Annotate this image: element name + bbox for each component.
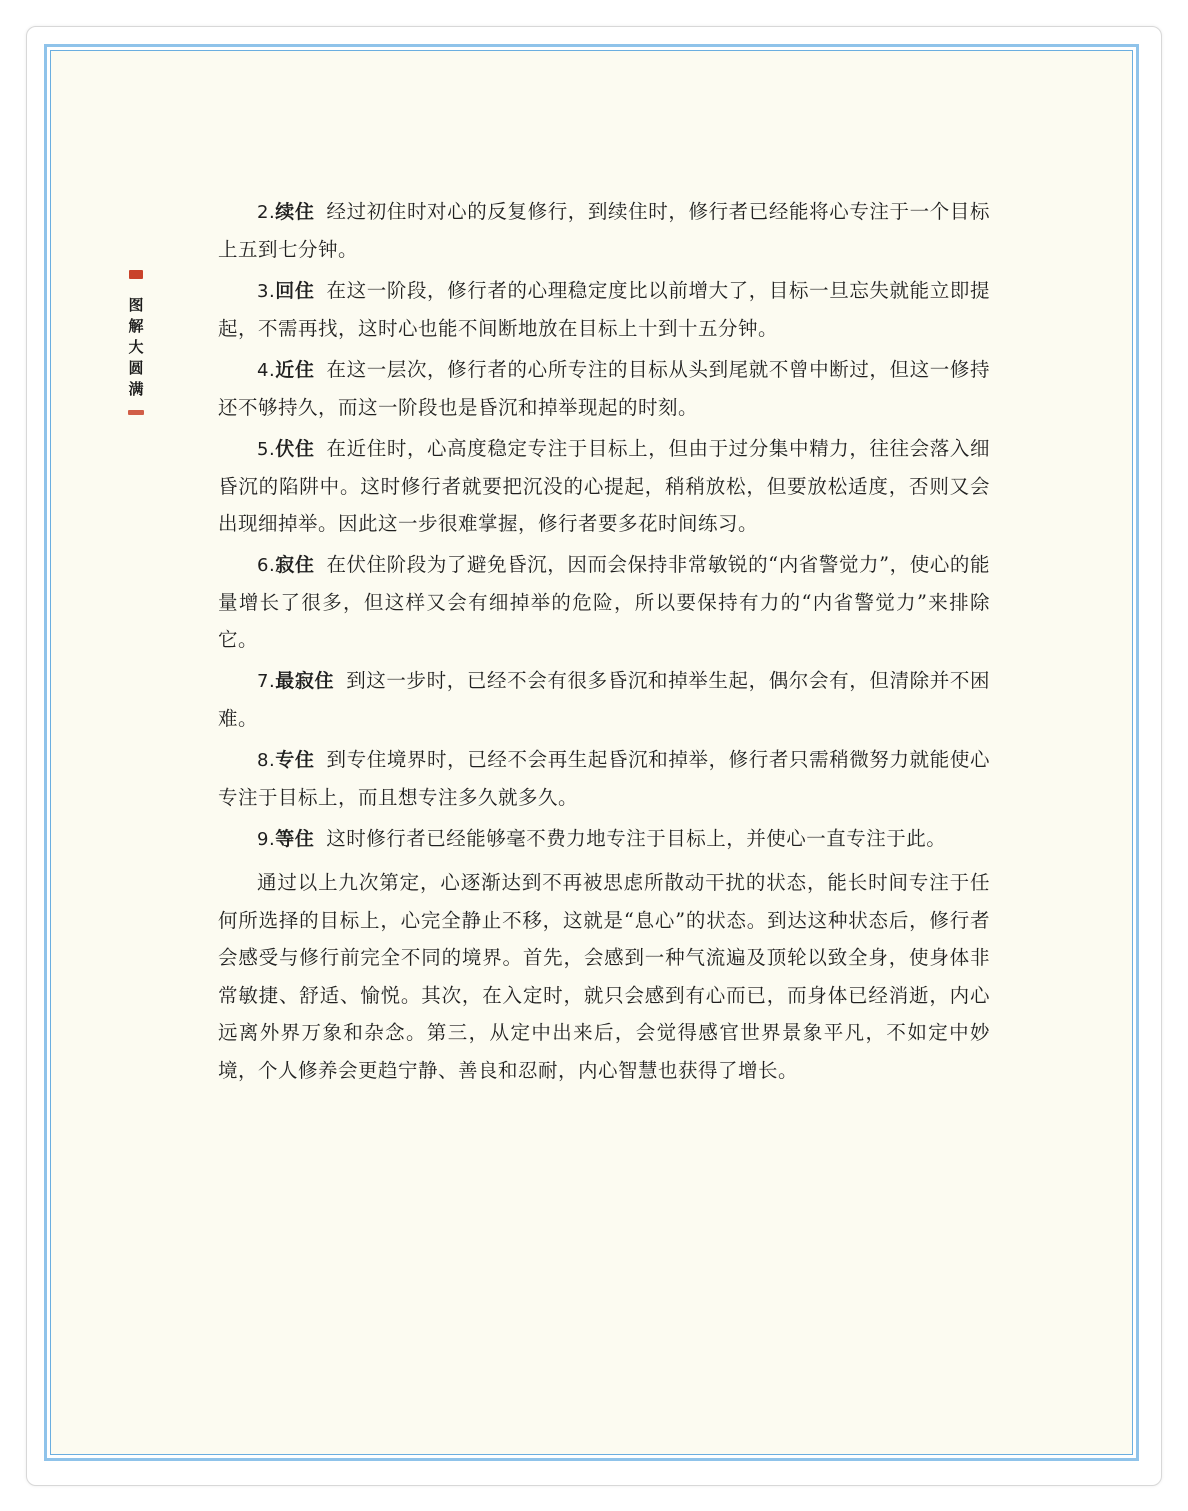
side-label-char: 满 bbox=[128, 380, 144, 398]
section-paragraph bbox=[218, 272, 990, 347]
side-label-char: 大 bbox=[128, 338, 144, 356]
section-term: 专住 bbox=[275, 749, 315, 771]
section-number: 2. bbox=[257, 202, 276, 223]
section-term: 寂住 bbox=[275, 554, 315, 576]
section-text: 这时修行者已经能够毫不费力地专注于目标上，并使心一直专注于此。 bbox=[326, 827, 947, 850]
section-number: 8. bbox=[257, 750, 276, 771]
section-text: 经过初住时对心的反复修行，到续住时，修行者已经能将心专注于一个目标上五到七分钟。 bbox=[218, 200, 990, 261]
section-paragraph bbox=[218, 546, 990, 658]
section-number: 7. bbox=[257, 671, 276, 692]
section-term: 近住 bbox=[275, 359, 315, 381]
body-text bbox=[218, 193, 990, 1093]
section-term: 伏住 bbox=[275, 438, 315, 460]
section-paragraph bbox=[218, 741, 990, 816]
section-term: 最寂住 bbox=[275, 670, 335, 692]
section-paragraph bbox=[218, 820, 990, 858]
section-paragraph bbox=[218, 351, 990, 426]
section-text: 在伏住阶段为了避免昏沉，因而会保持非常敏锐的“内省警觉力”，使心的能量增长了很多，但这样又会有细掉举的危险，所以要保持有力的“内省警觉力”来排除它。 bbox=[218, 553, 990, 651]
section-text: 到专住境界时，已经不会再生起昏沉和掉举，修行者只需稍微努力就能使心专注于目标上，而且想专注多久就多久。 bbox=[218, 748, 990, 809]
section-term: 回住 bbox=[275, 280, 315, 302]
section-text: 到这一步时，已经不会有很多昏沉和掉举生起，偶尔会有，但清除并不困难。 bbox=[218, 669, 990, 730]
section-text: 在近住时，心高度稳定专注于目标上，但由于过分集中精力，往往会落入细昏沉的陷阱中。这时修行者就要把沉没的心提起，稍稍放松，但要放松适度，否则又会出现细掉举。因此这一步很难掌握，修行者要多花时间练习。 bbox=[218, 437, 990, 535]
section-paragraph bbox=[218, 430, 990, 542]
side-label-char: 解 bbox=[128, 317, 144, 335]
section-text: 在这一层次，修行者的心所专注的目标从头到尾就不曾中断过，但这一修持还不够持久，而这一阶段也是昏沉和掉举现起的时刻。 bbox=[218, 358, 990, 419]
summary-paragraph: 通过以上九次第定，心逐渐达到不再被思虑所散动干扰的状态，能长时间专注于任何所选择的目标上，心完全静止不移，这就是“息心”的状态。到达这种状态后，修行者会感受与修行前完全不同的境界。首先，会感到一种气流遍及顶轮以致全身，使身体非常敏捷、舒适、愉悦。其次，在入定时，就只会感到有心而已，而身体已经消逝，内心远离外界万象和杂念。第三，从定中出来后，会觉得感官世界景象平凡，不如定中妙境，个人修养会更趋宁静、善良和忍耐，内心智慧也获得了增长。 bbox=[218, 871, 990, 1082]
section-paragraph bbox=[218, 662, 990, 737]
red-seal-mark-top bbox=[129, 270, 143, 279]
side-label-char: 圆 bbox=[128, 359, 144, 377]
section-number: 6. bbox=[257, 555, 276, 576]
section-number: 5. bbox=[257, 439, 276, 460]
book-side-label bbox=[124, 270, 148, 415]
section-number: 9. bbox=[257, 829, 276, 850]
section-term: 等住 bbox=[275, 828, 315, 850]
section-number: 3. bbox=[257, 281, 276, 302]
section-term: 续住 bbox=[275, 201, 315, 223]
red-seal-mark-bottom bbox=[128, 410, 144, 415]
section-text: 在这一阶段，修行者的心理稳定度比以前增大了，目标一旦忘失就能立即提起，不需再找，这时心也能不间断地放在目标上十到十五分钟。 bbox=[218, 279, 990, 340]
section-number: 4. bbox=[257, 360, 276, 381]
section-paragraph bbox=[218, 193, 990, 268]
side-label-char: 图 bbox=[128, 296, 144, 314]
